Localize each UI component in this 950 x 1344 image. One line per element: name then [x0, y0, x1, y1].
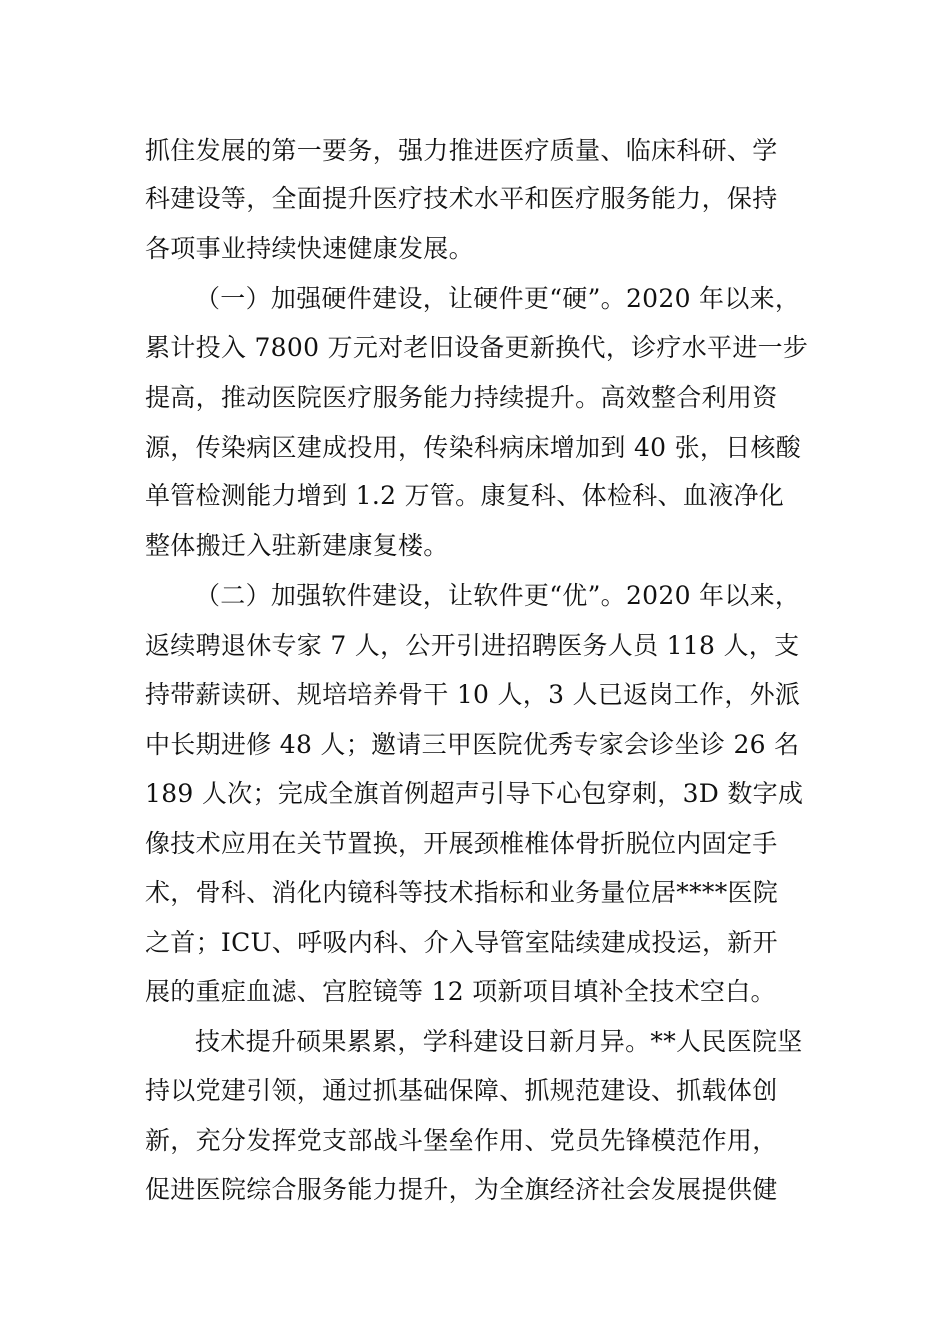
paragraph-heading-hardware: （一）加强硬件建设，让硬件更“硬”。2020 年以来， [195, 284, 801, 313]
text-line: 189 人次；完成全旗首例超声引导下心包穿刺，3D 数字成 [145, 779, 804, 808]
paragraph-heading-software: （二）加强软件建设，让软件更“优”。2020 年以来， [195, 581, 801, 610]
text-line: 返续聘退休专家 7 人，公开引进招聘医务人员 118 人，支 [145, 631, 800, 660]
text-line: 术，骨科、消化内镜科等技术指标和业务量位居****医院 [145, 878, 779, 907]
text-line: 中长期进修 48 人；邀请三甲医院优秀专家会诊坐诊 26 名 [145, 730, 800, 759]
text-line: 像技术应用在关节置换，开展颈椎椎体骨折脱位内固定手 [145, 829, 778, 858]
text-line: 持带薪读研、规培培养骨干 10 人，3 人已返岗工作，外派 [145, 680, 801, 709]
text-line: 各项事业持续快速健康发展。 [145, 234, 474, 263]
text-line: 提高，推动医院医疗服务能力持续提升。高效整合利用资 [145, 383, 778, 412]
text-line: 单管检测能力增到 1.2 万管。康复科、体检科、血液净化 [145, 481, 785, 510]
text-line: 之首；ICU、呼吸内科、介入导管室陆续建成投运，新开 [145, 928, 778, 957]
text-line: 科建设等，全面提升医疗技术水平和医疗服务能力，保持 [145, 184, 778, 213]
text-line: 累计投入 7800 万元对老旧设备更新换代，诊疗水平进一步 [145, 333, 809, 362]
text-line: 促进医院综合服务能力提升，为全旗经济社会发展提供健 [145, 1175, 778, 1204]
text-line: 整体搬迁入驻新建康复楼。 [145, 531, 449, 560]
text-line: 抓住发展的第一要务，强力推进医疗质量、临床科研、学 [145, 136, 778, 165]
text-line: 源，传染病区建成投用，传染科病床增加到 40 张，日核酸 [145, 433, 802, 462]
text-line: 新，充分发挥党支部战斗堡垒作用、党员先锋模范作用， [145, 1126, 778, 1155]
paragraph-start: 技术提升硕果累累，学科建设日新月异。**人民医院坚 [195, 1027, 803, 1056]
text-line: 持以党建引领，通过抓基础保障、抓规范建设、抓载体创 [145, 1076, 778, 1105]
text-line: 展的重症血滤、宫腔镜等 12 项新项目填补全技术空白。 [145, 977, 776, 1006]
